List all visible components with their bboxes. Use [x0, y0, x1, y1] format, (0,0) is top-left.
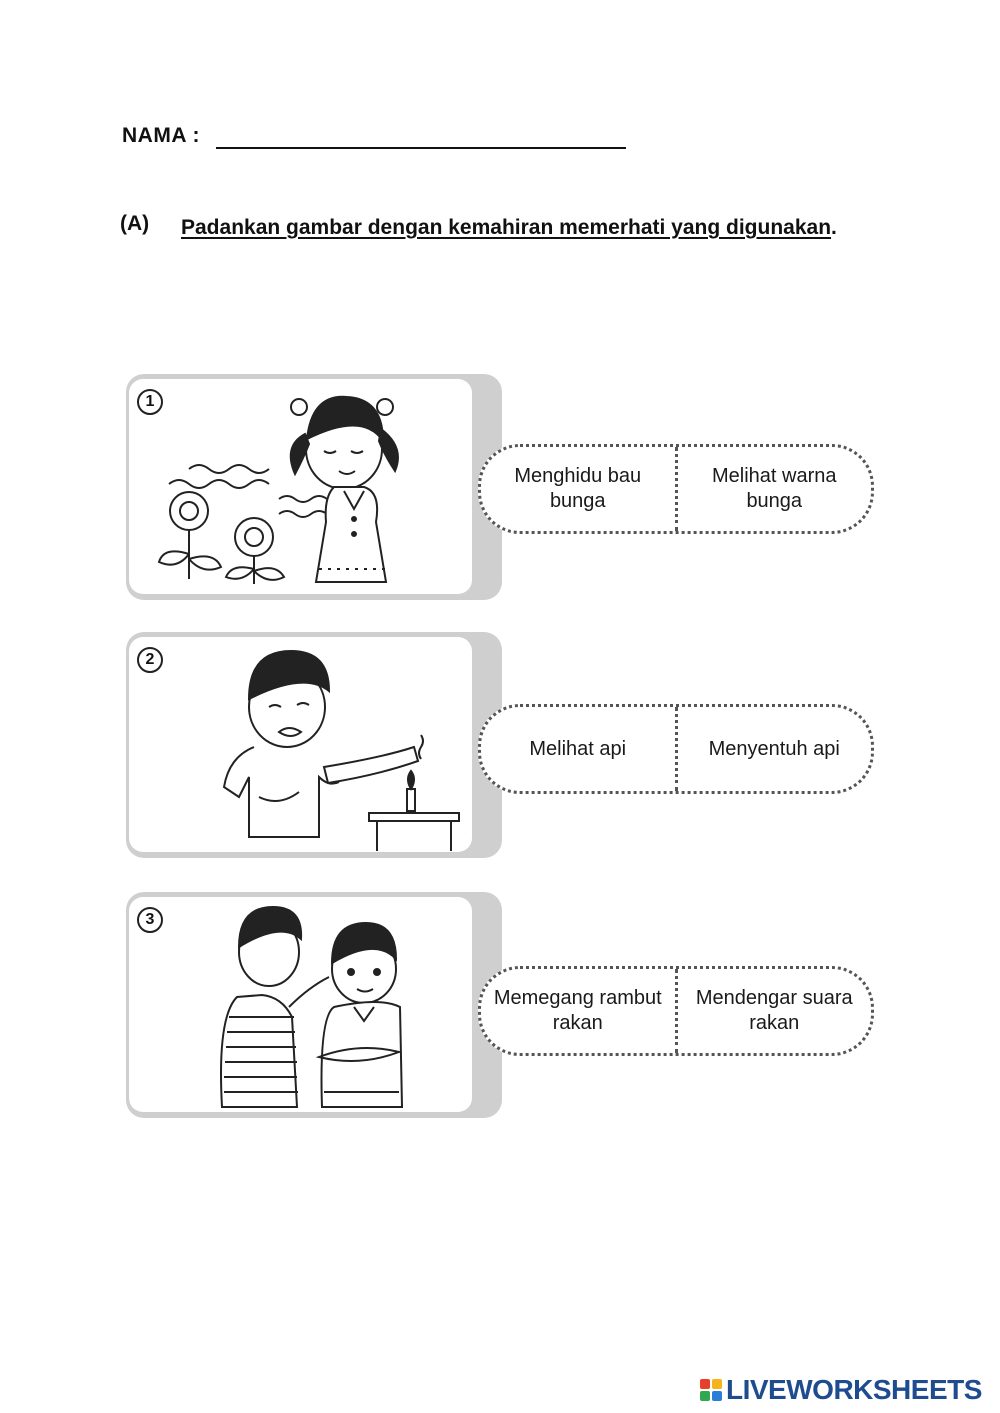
question-label: (A): [120, 212, 150, 235]
options-group-1: [478, 444, 874, 534]
name-label: NAMA :: [122, 124, 201, 147]
liveworksheets-logo[interactable]: [700, 1374, 982, 1406]
option-1a[interactable]: Menghidu bau bunga: [514, 465, 642, 512]
item-number-3: 3: [137, 907, 163, 933]
boy-whispering-illustration: [129, 897, 472, 1112]
option-3a[interactable]: Memegang rambut rakan: [493, 987, 662, 1034]
picture-card-3: [126, 892, 502, 1118]
logo-text: LIVEWORKSHEETS: [726, 1374, 982, 1405]
question-text: Padankan gambar dengan kemahiran memerhati yang digunakan.: [181, 216, 837, 239]
boy-touching-candle-illustration: [129, 637, 472, 852]
option-3b[interactable]: Mendengar suara rakan: [675, 969, 872, 1053]
logo-grid-icon: [700, 1379, 722, 1401]
item-number-1: 1: [137, 389, 163, 415]
options-group-3: [478, 966, 874, 1056]
option-2a[interactable]: Melihat api: [529, 737, 627, 760]
option-1b[interactable]: Melihat warna bunga: [675, 447, 872, 531]
item-number-2: 2: [137, 647, 163, 673]
name-line[interactable]: [216, 147, 626, 149]
picture-card-1: [126, 374, 502, 600]
option-2b[interactable]: Menyentuh api: [675, 707, 872, 791]
picture-card-2: [126, 632, 502, 858]
girl-smelling-flowers-illustration: [129, 379, 472, 594]
options-group-2: [478, 704, 874, 794]
